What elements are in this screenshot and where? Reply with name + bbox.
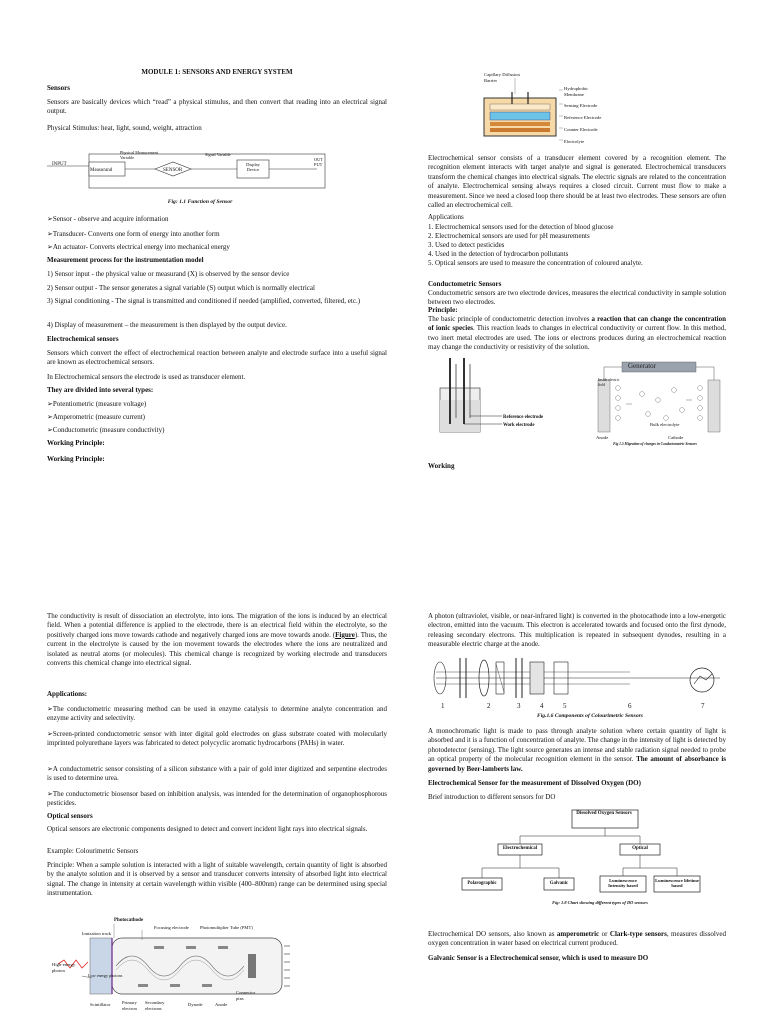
conductometric-heading: Conductometric Sensors [428, 280, 502, 288]
tree-root: Dissolved Oxygen Sensors [576, 811, 632, 816]
right-app-2: 2. Electrochemical sensors are used for pH measurements [428, 232, 590, 240]
fig1-sensor: SENSOR [163, 168, 183, 173]
tree-electrochemical: Electrochemical [502, 846, 538, 851]
def-actuator: ➢ An actuator- Converts electrical energy into mechanical energy [47, 243, 387, 252]
tree-polarographic: Polarographic [467, 881, 497, 886]
function-of-sensor-diagram [47, 148, 327, 190]
type-conductometric: ➢ Conductometric (measure conductivity) [47, 426, 387, 435]
charge-anode: Anode [596, 435, 609, 440]
right-app-5: 5. Optical sensors are used to measure the concentration of coloured analyte. [428, 259, 643, 267]
fig1-signal-variable: Signal Variable [205, 152, 231, 157]
app-1: ➢ The conductometric measuring method can be used in enzyme catalysis to determine analyte concentration and enzyme activity and selectivity. [47, 705, 387, 724]
tree-luminescence-lifetime: Luminescence lifetime based [655, 878, 699, 889]
pmt-low-energy-photons: Low energy photons [88, 973, 123, 978]
optical-example: Example: Colourimetric Sensors [47, 847, 139, 855]
type-potentiometric: ➢ Potentiometric (measure voltage) [47, 400, 387, 409]
ec-definition: Sensors which convert the effect of electrochemical reaction between analyte and electrode surface into a useful signal are known as electrochemical sensors. [47, 349, 387, 367]
cell-sensing-electrode: Sensing Electrode [564, 103, 598, 108]
fig1-display-device: Display Device [246, 162, 260, 173]
monochromatic-paragraph: A monochromatic light is made to pass through analyte solution where certain quantity of light is absorbed and it is a function of concentration of analyte. The change in the intensity of light is detected by photodetector (sensing). The light source generates an intense and stable radiation signal needed to probe an optical property of the molecular recognition element in the sensor. The amount of absorbance is governed by Beer-lamberts law. [428, 727, 726, 773]
conducto-caption: Fig 1.5 Migration of charges in Conductometric Sensors [613, 442, 697, 446]
right-applications-heading: Applications [428, 213, 464, 221]
optical-heading: Optical sensors [47, 812, 93, 820]
optical-principle: Principle: When a sample solution is interacted with a light of suitable wavelength, certain quantity of light is absorbed by the analyte solution and it is observed by a sensor and transducer converts intensity of absorbed light into electrical signal. The change in intensity at certain wavelength within visible (400–800nm) range can be determined using special instrumentation. [47, 861, 387, 898]
tree-galvanic: Galvanic [549, 881, 569, 886]
def-transducer: ➢ Transducer- Converts one form of energy into another form [47, 230, 387, 239]
def-sensor: ➢ Sensor - observe and acquire information [47, 215, 387, 224]
right-app-3: 3. Used to detect pesticides [428, 241, 505, 249]
sensors-heading: Sensors [47, 84, 70, 92]
cell-counter-electrode: Counter Electrode [564, 127, 598, 132]
charge-generator-label: Generator [628, 362, 656, 370]
colour-num-4: 4 [540, 702, 544, 710]
charge-inside-field: Inside electric field [598, 378, 620, 387]
optical-definition: Optical sensors are electronic components designed to detect and convert incident light rays into electrical signals. [47, 825, 368, 833]
types-heading: They are divided into several types: [47, 386, 154, 394]
pmt-dynode: Dynode [188, 1002, 203, 1007]
conductivity-paragraph: The conductivity is result of dissociation an electrolyte, into ions. The migration of the ions is induced by an electrical field. When a potential difference is applied to the electrode, there is an electrical field within the electrolyte, so the positively charged ions move towards cathode and negatively charged ions are move towards anode. (Figure). Thus, the current in the electrolyte is caused by the ion movement towards the electrodes where the ions are neutralized and isolated as neutral atoms (or molecules). This chemical change is recognized by working electrode and transducers converts this chemical change into electrical signal. [47, 612, 387, 668]
colour-num-1: 1 [441, 702, 445, 710]
type-amperometric: ➢ Amperometric (measure current) [47, 413, 387, 422]
ec-transducer: In Electrochemical sensors the electrode is used as transducer element. [47, 373, 246, 381]
cell-capillary-barrier: Capillary Diffusion Barrier [484, 72, 520, 83]
fig1-input: INPUT [52, 162, 67, 167]
ec-heading: Electrochemical sensors [47, 335, 119, 343]
working-principle-2: Working Principle: [47, 455, 105, 463]
colour-num-3: 3 [517, 702, 521, 710]
colour-num-6: 6 [628, 702, 632, 710]
process-4: 4) Display of measurement – the measurement is then displayed by the output device. [47, 321, 287, 329]
pmt-primary-electron: Primary electron [122, 1000, 137, 1011]
pmt-anode: Anode [215, 1002, 228, 1007]
do-brief: Brief introduction to different sensors for DO [428, 793, 556, 801]
photon-paragraph: A photon (ultraviolet, visible, or near-infrared light) is converted in the photocathode into a low-energetic electron, emitted into the vacuum. This electron is accelerated towards and focused onto the first dynode, releasing secondary electrons. This multiplication is repeated in subsequent dynodes, resulting in a measurable electric charge at the anode. [428, 612, 726, 649]
process-3: 3) Signal conditioning - The signal is transmitted and conditioned if needed (amplified, converted, filtered, etc.) [47, 297, 361, 305]
colourimetric-caption: Fig.1.6 Components of Colourimetric Sensors [537, 713, 643, 719]
fig1-caption: Fig: 1.1 Function of Sensor [167, 199, 233, 205]
pmt-connector-pins: Connector pins [236, 990, 256, 1001]
ec-description: Electrochemical sensor consists of a transducer element covered by a recognition element. The recognition element interacts with target analyte and signal is generated. Electrochemical transducers transform the chemical changes into electrical signals. The electric signals are related to the concentration of analyte. Electrochemical sensing always requires a closed circuit. Current must flow to make a measurement. Since we need a closed loop there should be at least two electrodes. These sensors are often called an electrochemical cell. [428, 154, 726, 210]
galvanic-sensor-line: Galvanic Sensor is a Electrochemical sensor, which is used to measure DO [428, 954, 649, 962]
module-title: MODULE 1: SENSORS AND ENERGY SYSTEM [141, 68, 293, 76]
pmt-title: Photomultiplier Tube (PMT) [200, 925, 253, 930]
process-heading: Measurement process for the instrumentation model [47, 256, 204, 264]
conductometric-definition: Conductometric sensors are two electrode devices, measures the electrical conductivity in sample solution between two electrodes. [428, 289, 726, 307]
process-2: 2) Sensor output - The sensor generates a signal variable (S) output which is normally electrical [47, 284, 315, 292]
cell-leader-lines [515, 76, 565, 146]
tree-optical: Optical [632, 846, 648, 851]
principle-heading: Principle: [428, 306, 458, 314]
pmt-high-energy-photon: High-energy photon [52, 962, 76, 973]
do-tree-caption: Fig: 1.8 Chart showing different types of DO sensors [552, 900, 648, 905]
app-4: ➢ The conductometric biosensor based on inhibition analysis, was intended for the determination of organophosphorous pesticides. [47, 790, 387, 809]
pmt-scintillator: Scintillator [90, 1002, 111, 1007]
fig1-physical-variable: Physical Measurement Variable [120, 150, 159, 160]
tree-luminescence-intensity: Luminescence Intensity based [608, 878, 638, 889]
charge-cathode: Cathode [668, 435, 684, 440]
applications-heading: Applications: [47, 690, 88, 698]
cell-electrolyte: Electrolyte [564, 139, 585, 144]
process-1: 1) Sensor input - the physical value or measurand (X) is observed by the sensor device [47, 270, 290, 278]
colour-num-5: 5 [563, 702, 567, 710]
conductometric-electrodes-diagram [434, 358, 504, 438]
physical-stimulus: Physical Stimulus: heat, light, sound, weight, attraction [47, 124, 202, 132]
colourimetric-components-diagram [430, 654, 730, 706]
app-3: ➢ A conductometric sensor consisting of a silicon substance with a pair of gold inter digitized and serpentine electrodes is used to determine urea. [47, 765, 387, 784]
cell-reference-electrode: Reference Electrode [564, 115, 602, 120]
right-app-1: 1. Electrochemical sensors used for the detection of blood glucose [428, 223, 614, 231]
pmt-focusing-electrode: Focusing electrode [154, 925, 189, 930]
conducto-work-electrode: Work electrode [503, 423, 535, 428]
fig1-measurand: Measurand [90, 168, 113, 173]
pmt-secondary-electrons: Secondary electrons [145, 1000, 165, 1011]
cell-hydrophobic-membrane: Hydrophobic Membrane [564, 86, 589, 97]
working-principle-1: Working Principle: [47, 439, 105, 447]
sensors-definition: Sensors are basically devices which “read” a physical stimulus, and then convert that reading into an electrical signal output. [47, 98, 387, 116]
fig1-output: OUT PUT [314, 157, 323, 168]
right-app-4: 4. Used in the detection of hydrocarbon pollutants [428, 250, 569, 258]
colour-num-7: 7 [701, 702, 705, 710]
conducto-reference-electrode: Reference electrode [503, 415, 544, 420]
principle-text: The basic principle of conductometric detection involves a reaction that can change the concentration of ionic species. This reaction leads to changes in electrical conductivity or current flow. In this method, two inert metal electrodes are used. The ions or electrons produces during an electrochemical reaction may change the conductivity or resistivity of the solution. [428, 315, 727, 352]
pmt-ionization-track: Ionization track [82, 931, 111, 936]
working-heading: Working [428, 462, 455, 470]
do-sensors-paragraph: Electrochemical DO sensors, also known as amperometric or Clark-type sensors, measures dissolved oxygen concentration in water based on electrical current produced. [428, 930, 726, 948]
charge-bulk-electrolyte: Bulk electrolyte [650, 422, 680, 427]
pmt-photocathode: Photocathode [114, 918, 144, 923]
app-2: ➢ Screen-printed conductometric sensor with inter digital gold electrodes on glass substrate coated with molecularly imprinted polyurethane layers was fabricated to detect polycyclic aromatic hydrocarbons (PAHs) in water. [47, 730, 387, 749]
colour-num-2: 2 [487, 702, 491, 710]
do-heading: Electrochemical Sensor for the measurement of Dissolved Oxygen (DO) [428, 779, 641, 787]
